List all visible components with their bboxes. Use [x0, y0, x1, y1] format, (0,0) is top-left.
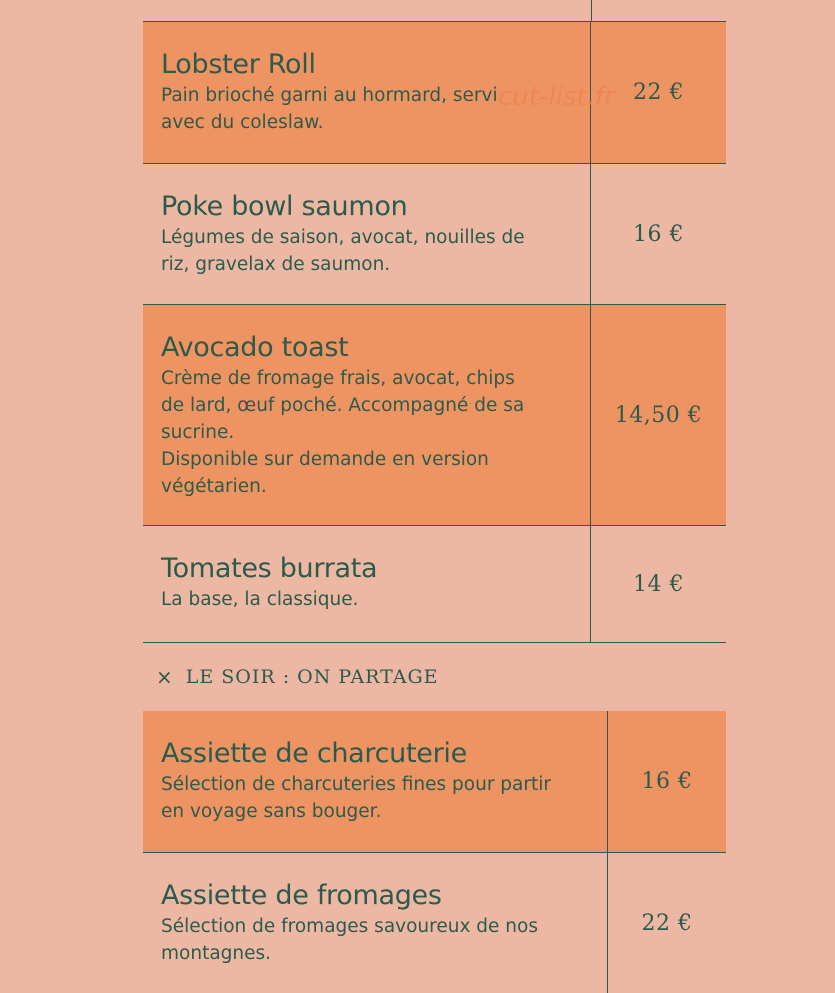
dish-info — [143, 164, 591, 304]
dish-description: Crème de fromage frais, avocat, chips de lard, œuf poché. Accompagné de sa sucrine. Disponible sur demande en version végétarien. — [161, 368, 525, 497]
dish-info — [143, 526, 591, 642]
dish-name: Tomates burrata — [161, 553, 378, 584]
watermark: cut-list.fr — [498, 82, 615, 112]
menu-top-border — [143, 0, 726, 22]
close-icon: × — [156, 665, 173, 689]
section-title: LE SOIR : ON PARTAGE — [185, 666, 439, 688]
section-header-soir — [143, 643, 726, 711]
dish-price: 14 € — [633, 571, 684, 597]
dish-name: Assiette de fromages — [161, 880, 442, 911]
dish-price: 14,50 € — [614, 402, 703, 428]
dish-info — [143, 305, 591, 525]
dish-row-lobster-roll — [143, 22, 726, 164]
dish-row-assiette-fromages — [143, 853, 726, 993]
dish-name: Avocado toast — [161, 332, 349, 363]
dish-name: Assiette de charcuterie — [161, 738, 467, 769]
dish-row-tomates-burrata — [143, 526, 726, 643]
dish-description: Sélection de fromages savoureux de nos montagnes. — [161, 916, 538, 964]
dish-description: Pain brioché garni au hormard, servi avec du coleslaw. — [161, 85, 498, 133]
dish-description: Sélection de charcuteries fines pour partir en voyage sans bouger. — [161, 774, 551, 822]
dish-description: Légumes de saison, avocat, nouilles de riz, gravelax de saumon. — [161, 227, 525, 275]
dish-price: 16 € — [641, 769, 693, 794]
dish-description: La base, la classique. — [161, 589, 359, 610]
dish-name: Lobster Roll — [161, 49, 316, 80]
dish-row-poke-bowl — [143, 164, 726, 305]
dish-info — [143, 711, 608, 852]
dish-row-avocado-toast — [143, 305, 726, 526]
column-divider — [591, 0, 592, 21]
dish-price: 22 € — [633, 80, 684, 105]
dish-price: 16 € — [633, 221, 684, 247]
dish-name: Poke bowl saumon — [161, 191, 408, 222]
dish-row-assiette-charcuterie — [143, 711, 726, 853]
dish-info — [143, 853, 608, 993]
dish-price: 22 € — [641, 910, 693, 936]
menu-card — [143, 0, 726, 993]
